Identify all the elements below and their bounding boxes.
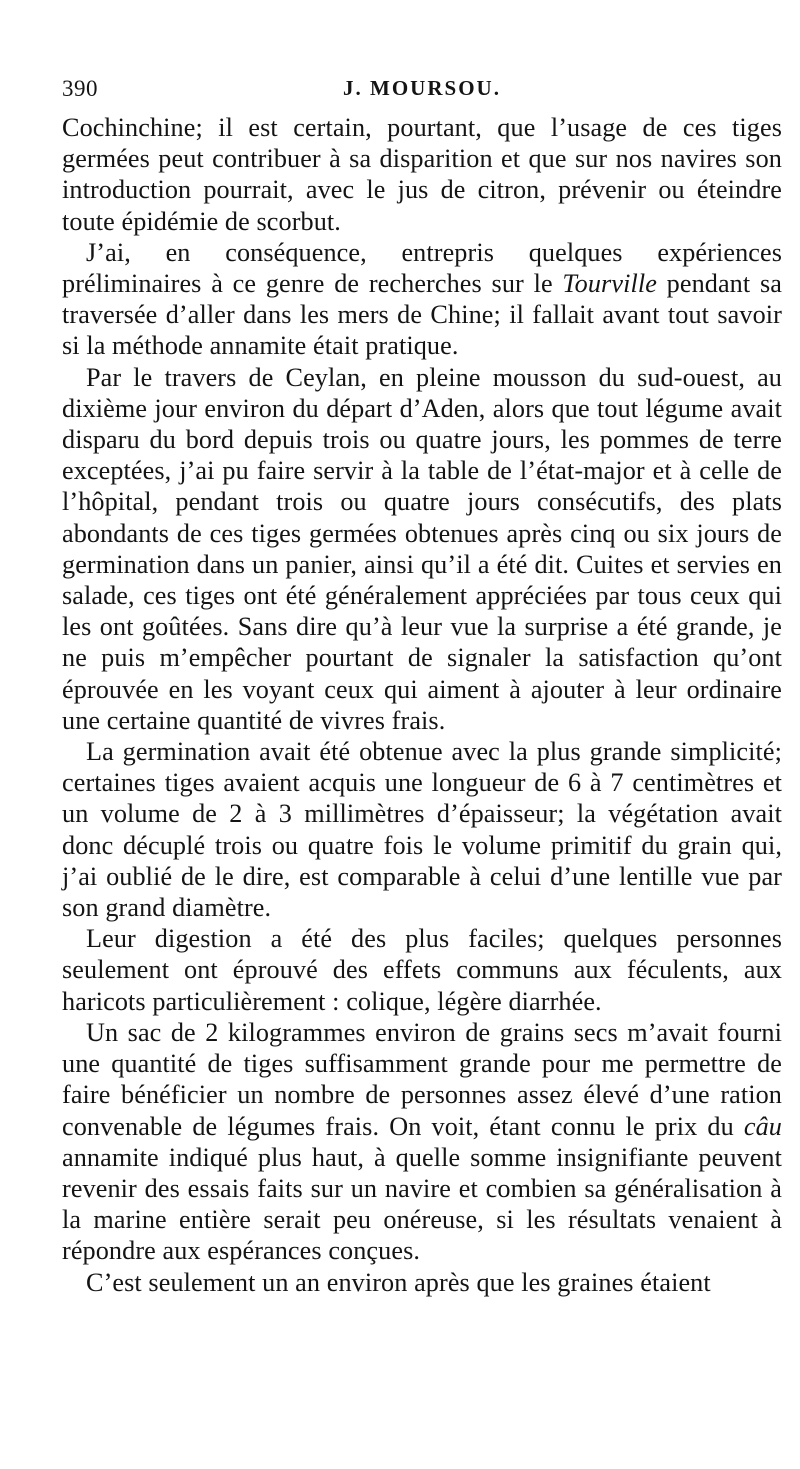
ship-name-italic: Tourville [562,269,657,299]
paragraph: Cochinchine; il est certain, pourtant, que l’usage de ces tiges germées peut contribuer à sa disparition et que sur nos navires son introduction pourrait, avec le jus de citron, prévenir ou éteindre toute épidémie de scorbut. [62,113,782,236]
paragraph-text: pendant sa traversée d’aller dans les mers de Chine; il fallait avant tout savoir si la méthode annamite était pratique. [62,269,782,361]
paragraph: Par le travers de Ceylan, en pleine mousson du sud-ouest, au dixième jour environ du départ d’Aden, alors que tout légume avait disparu du bord depuis trois ou quatre jours, les pommes de terre exceptées, j’ai pu faire servir à la table de l’état-major et à celle de l’hôpital, pendant trois ou quatre jours consécutifs, des plats abondants de ces tiges germées obtenues après cinq ou six jours de germination dans un panier, ainsi qu’il a été dit. Cuites et servies en salade, ces tiges ont été généralement appréciées par tous ceux qui les ont goûtées. Sans dire qu’à leur vue la surprise a été grande, je ne puis m’empêcher pourtant de signaler la satisfaction qu’ont éprouvée en les voyant ceux qui aiment à ajouter à leur ordinaire une certaine quantité de vivres frais. [62,362,782,735]
running-head: J. MOURSOU. [343,76,501,100]
paragraph: Leur digestion a été des plus faciles; quelques personnes seulement ont éprouvé des effets communs aux féculents, aux haricots particulièrement : colique, légère diarrhée. [62,924,782,1016]
paragraph-text: Un sac de 2 kilogrammes environ de grains secs m’avait fourni une quantité de tiges suffisamment grande pour me permettre de faire bénéficier un nombre de personnes assez élevé d’une ration convenable de légumes frais. On voit, étant connu le prix du [62,1017,782,1141]
page-number: 390 [62,76,98,101]
paragraph: La germination avait été obtenue avec la plus grande simplicité; certaines tiges avaient acquis une longueur de 6 à 7 centimètres et un volume de 2 à 3 millimètres d’épaisseur; la végétation avait donc décuplé trois ou quatre fois le volume primitif du grain qui, j’ai oublié de le dire, est comparable à celui d’une lentille vue par son grand diamètre. [62,737,782,923]
page [62,72,782,1298]
body-text [62,112,782,1298]
paragraph [62,1017,782,1267]
page-header [62,72,782,112]
paragraph [62,237,782,362]
paragraph-text: annamite indiqué plus haut, à quelle somme insignifiante peuvent revenir des essais faits sur un navire et combien sa généralisation à la marine entière serait peu onéreuse, si les résultats venaient à répondre aux espérances conçues. [62,1142,782,1266]
term-italic: câu [743,1111,782,1141]
paragraph-text: J’ai, en conséquence, entrepris quelques expériences préliminaires à ce genre de recherches sur le [62,237,782,299]
paragraph: C’est seulement un an environ après que les graines étaient [86,1267,711,1297]
